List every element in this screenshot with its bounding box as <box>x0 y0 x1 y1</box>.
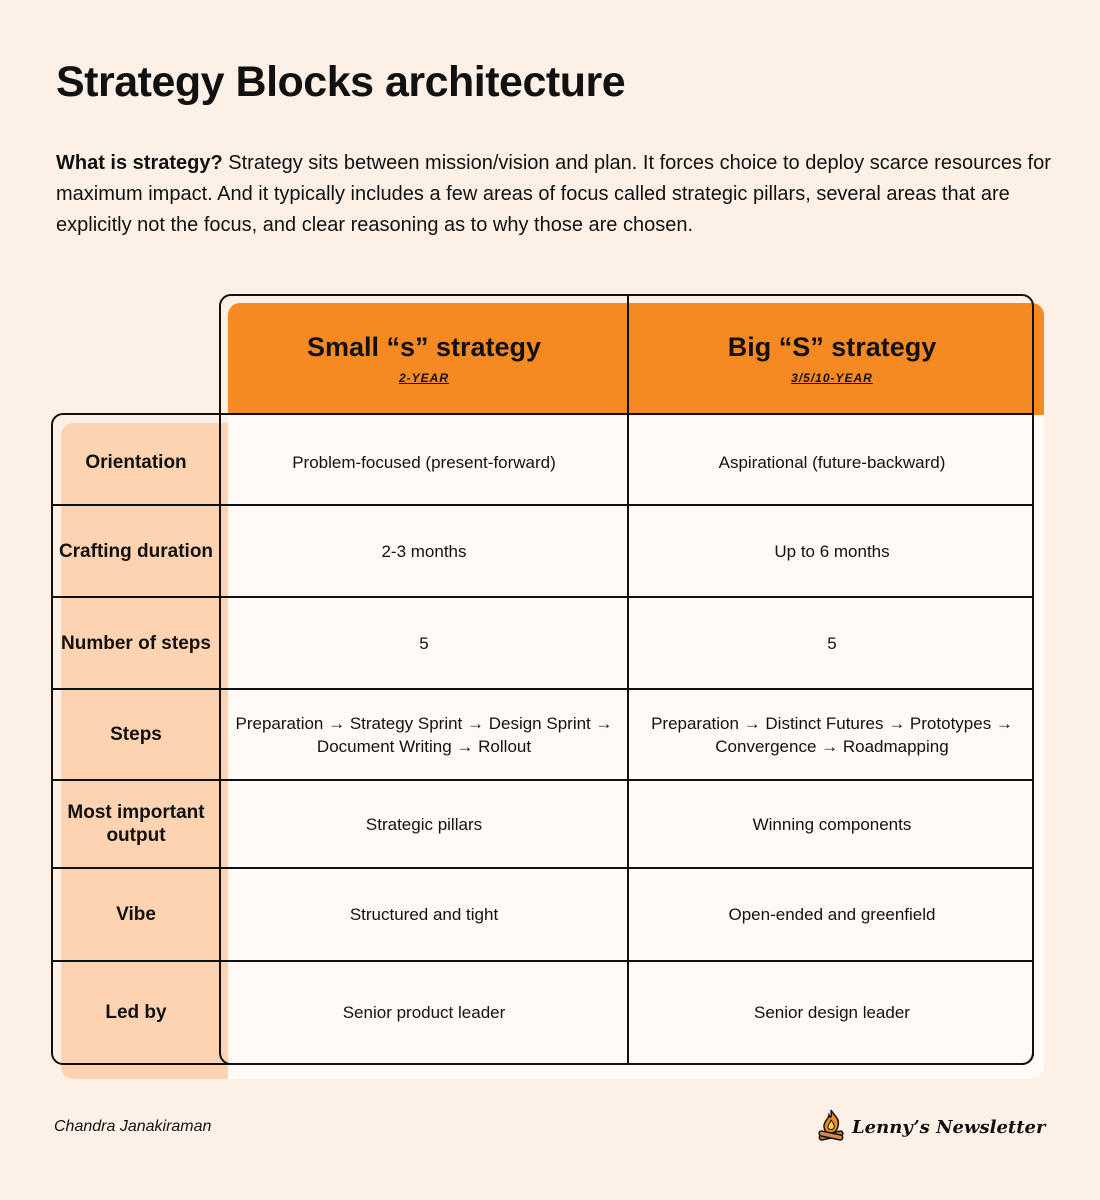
table-cell: Preparation → Distinct Futures → Prototypes → Convergence → Roadmapping <box>651 713 1013 756</box>
row-label: Most important output <box>67 802 205 846</box>
column-title: Big “S” strategy <box>727 331 937 362</box>
row-label: Steps <box>110 724 162 745</box>
intro-paragraph <box>56 148 1056 241</box>
table-cell: Winning components <box>752 814 912 834</box>
row-label: Crafting duration <box>58 540 214 562</box>
row-label: Led by <box>105 1002 167 1023</box>
row-label: Number of steps <box>61 632 211 654</box>
brand-name: Lenny’s Newsletter <box>852 1117 1046 1138</box>
table-cell: Strategic pillars <box>365 814 483 834</box>
table-cell: Aspirational (future-backward) <box>718 453 946 472</box>
author-credit: Chandra Janakiraman <box>54 1118 212 1135</box>
table-cell: 2-3 months <box>381 541 467 561</box>
row-label: Vibe <box>116 904 156 925</box>
intro-text: Strategy sits between mission/vision and plan. It forces choice to deploy scarce resources for maximum impact. And it typically includes a few areas of focus called strategic pillars, several areas that are explicitly not the focus, and clear reasoning as to why those are chosen. <box>56 152 1051 236</box>
table-cell: Open-ended and greenfield <box>728 905 936 924</box>
column-subtitle: 2-YEAR <box>398 370 449 385</box>
table-cell: Senior product leader <box>342 1003 506 1022</box>
table-cell: 5 <box>419 633 429 653</box>
brand-logo <box>816 1108 1045 1147</box>
campfire-icon <box>816 1108 846 1147</box>
row-label: Orientation <box>85 452 187 473</box>
page-title: Strategy Blocks architecture <box>56 58 626 106</box>
table-cell: Problem-focused (present-forward) <box>292 453 556 472</box>
table-cell: Preparation → Strategy Sprint → Design Sprint → Document Writing → Rollout <box>235 713 613 756</box>
column-header-small <box>221 303 627 413</box>
table-cell: 5 <box>827 633 837 653</box>
table-cell: Structured and tight <box>349 905 499 924</box>
table-cell: Up to 6 months <box>774 541 890 561</box>
column-title: Small “s” strategy <box>306 331 542 362</box>
intro-lead: What is strategy? <box>56 152 223 174</box>
table-cell: Senior design leader <box>754 1003 910 1022</box>
column-subtitle: 3/5/10-YEAR <box>791 370 873 385</box>
column-header-big <box>629 303 1035 413</box>
